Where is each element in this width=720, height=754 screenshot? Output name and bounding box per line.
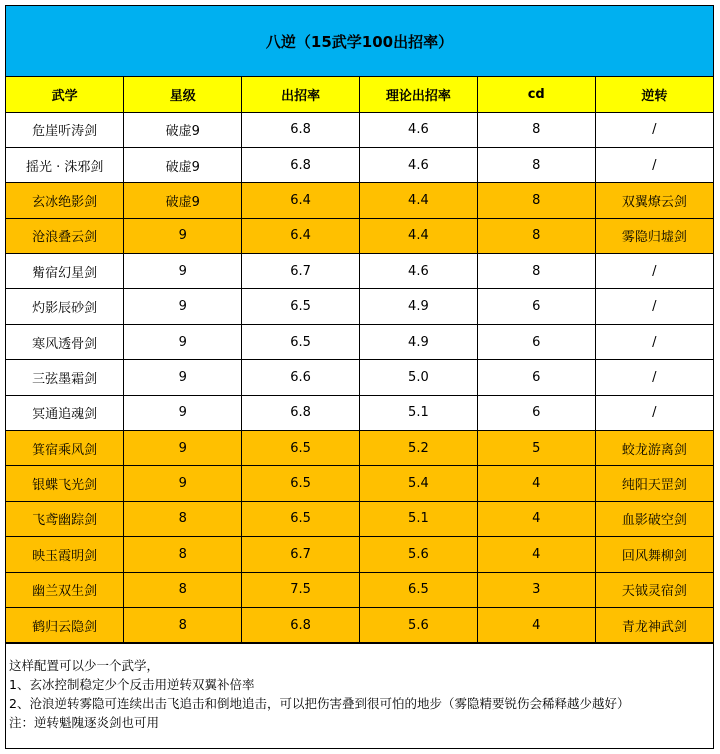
theory-rate-cell: 5.6 — [359, 537, 477, 572]
cd-cell: 3 — [477, 572, 595, 607]
rate-cell: 6.4 — [242, 183, 360, 218]
cd-cell: 4 — [477, 466, 595, 501]
star-level-cell: 9 — [124, 466, 242, 501]
reverse-cell: / — [595, 289, 713, 324]
skill-name-cell: 幽兰双生剑 — [6, 572, 124, 607]
star-level-cell: 破虚9 — [124, 183, 242, 218]
cd-cell: 6 — [477, 395, 595, 430]
skill-name-cell: 映玉霞明剑 — [6, 537, 124, 572]
reverse-cell: 双翼燎云剑 — [595, 183, 713, 218]
theory-rate-cell: 4.6 — [359, 147, 477, 182]
table-title: 八逆（15武学100出招率） — [6, 6, 713, 77]
skill-table — [6, 77, 713, 643]
star-level-cell: 8 — [124, 501, 242, 536]
note-line: 这样配置可以少一个武学， — [9, 658, 160, 674]
star-level-cell: 破虚9 — [124, 112, 242, 147]
rate-cell: 6.5 — [242, 324, 360, 359]
theory-rate-cell: 4.9 — [359, 289, 477, 324]
reverse-cell: / — [595, 112, 713, 147]
reverse-cell: / — [595, 360, 713, 395]
theory-rate-cell: 4.9 — [359, 324, 477, 359]
reverse-cell: 回风舞柳剑 — [595, 537, 713, 572]
rate-cell: 6.5 — [242, 501, 360, 536]
table-row — [6, 289, 713, 324]
star-level-cell: 9 — [124, 254, 242, 289]
spreadsheet — [5, 5, 714, 749]
header-cell: 武学 — [6, 77, 124, 112]
rate-cell: 6.8 — [242, 112, 360, 147]
cd-cell: 8 — [477, 183, 595, 218]
note-line: 2、沧浪逆转雾隐可连续出击飞追击和倒地追击，可以把伤害叠到很可怕的地步（雾隐精要锐伤会稀释越少越好） — [9, 696, 630, 712]
skill-name-cell: 寒风透骨剑 — [6, 324, 124, 359]
cd-cell: 6 — [477, 324, 595, 359]
table-row — [6, 607, 713, 642]
rate-cell: 6.6 — [242, 360, 360, 395]
star-level-cell: 9 — [124, 431, 242, 466]
cd-cell: 8 — [477, 218, 595, 253]
cd-cell: 4 — [477, 501, 595, 536]
reverse-cell: 蛟龙游离剑 — [595, 431, 713, 466]
reverse-cell: / — [595, 324, 713, 359]
notes — [6, 643, 713, 732]
table-row — [6, 360, 713, 395]
rate-cell: 6.8 — [242, 147, 360, 182]
theory-rate-cell: 4.6 — [359, 112, 477, 147]
skill-name-cell: 玄冰绝影剑 — [6, 183, 124, 218]
star-level-cell: 9 — [124, 360, 242, 395]
star-level-cell: 8 — [124, 607, 242, 642]
note-line: 注：逆转魁隗逐炎剑也可用 — [9, 715, 160, 731]
skill-name-cell: 摇光 · 洙邪剑 — [6, 147, 124, 182]
star-level-cell: 8 — [124, 537, 242, 572]
rate-cell: 6.7 — [242, 254, 360, 289]
skill-name-cell: 灼影辰砂剑 — [6, 289, 124, 324]
skill-name-cell: 沧浪叠云剑 — [6, 218, 124, 253]
rate-cell: 6.8 — [242, 607, 360, 642]
table-row — [6, 572, 713, 607]
table-row — [6, 254, 713, 289]
reverse-cell: 天钺灵宿剑 — [595, 572, 713, 607]
rate-cell: 6.5 — [242, 289, 360, 324]
cd-cell: 4 — [477, 607, 595, 642]
star-level-cell: 9 — [124, 395, 242, 430]
theory-rate-cell: 5.2 — [359, 431, 477, 466]
rate-cell: 7.5 — [242, 572, 360, 607]
rate-cell: 6.5 — [242, 466, 360, 501]
table-row — [6, 112, 713, 147]
rate-cell: 6.5 — [242, 431, 360, 466]
table-row — [6, 324, 713, 359]
header-cell: 理论出招率 — [359, 77, 477, 112]
star-level-cell: 8 — [124, 572, 242, 607]
reverse-cell: 青龙神武剑 — [595, 607, 713, 642]
reverse-cell: / — [595, 254, 713, 289]
skill-name-cell: 三弦墨霜剑 — [6, 360, 124, 395]
header-cell: 逆转 — [595, 77, 713, 112]
theory-rate-cell: 4.4 — [359, 183, 477, 218]
table-row — [6, 395, 713, 430]
cd-cell: 6 — [477, 360, 595, 395]
note-line: 1、玄冰控制稳定少个反击用逆转双翼补倍率 — [9, 677, 255, 693]
theory-rate-cell: 6.5 — [359, 572, 477, 607]
skill-name-cell: 飞鸢幽踪剑 — [6, 501, 124, 536]
skill-name-cell: 觜宿幻星剑 — [6, 254, 124, 289]
theory-rate-cell: 5.4 — [359, 466, 477, 501]
skill-name-cell: 冥通追魂剑 — [6, 395, 124, 430]
cd-cell: 8 — [477, 254, 595, 289]
theory-rate-cell: 5.0 — [359, 360, 477, 395]
table-row — [6, 218, 713, 253]
table-row — [6, 466, 713, 501]
table-row — [6, 537, 713, 572]
reverse-cell: 血影破空剑 — [595, 501, 713, 536]
star-level-cell: 9 — [124, 218, 242, 253]
star-level-cell: 9 — [124, 289, 242, 324]
header-cell: cd — [477, 77, 595, 112]
skill-name-cell: 危崖听涛剑 — [6, 112, 124, 147]
theory-rate-cell: 5.1 — [359, 395, 477, 430]
table-row — [6, 501, 713, 536]
rate-cell: 6.8 — [242, 395, 360, 430]
reverse-cell: / — [595, 395, 713, 430]
skill-name-cell: 鹤归云隐剑 — [6, 607, 124, 642]
rate-cell: 6.4 — [242, 218, 360, 253]
reverse-cell: / — [595, 147, 713, 182]
cd-cell: 8 — [477, 147, 595, 182]
star-level-cell: 9 — [124, 324, 242, 359]
theory-rate-cell: 4.4 — [359, 218, 477, 253]
header-cell: 星级 — [124, 77, 242, 112]
cd-cell: 8 — [477, 112, 595, 147]
cd-cell: 4 — [477, 537, 595, 572]
star-level-cell: 破虚9 — [124, 147, 242, 182]
reverse-cell: 雾隐归墟剑 — [595, 218, 713, 253]
table-row — [6, 183, 713, 218]
header-row — [6, 77, 713, 112]
table-row — [6, 147, 713, 182]
cd-cell: 5 — [477, 431, 595, 466]
skill-name-cell: 银蝶飞光剑 — [6, 466, 124, 501]
reverse-cell: 纯阳天罡剑 — [595, 466, 713, 501]
cd-cell: 6 — [477, 289, 595, 324]
rate-cell: 6.7 — [242, 537, 360, 572]
header-cell: 出招率 — [242, 77, 360, 112]
theory-rate-cell: 5.1 — [359, 501, 477, 536]
skill-name-cell: 箕宿乘风剑 — [6, 431, 124, 466]
table-row — [6, 431, 713, 466]
theory-rate-cell: 4.6 — [359, 254, 477, 289]
theory-rate-cell: 5.6 — [359, 607, 477, 642]
